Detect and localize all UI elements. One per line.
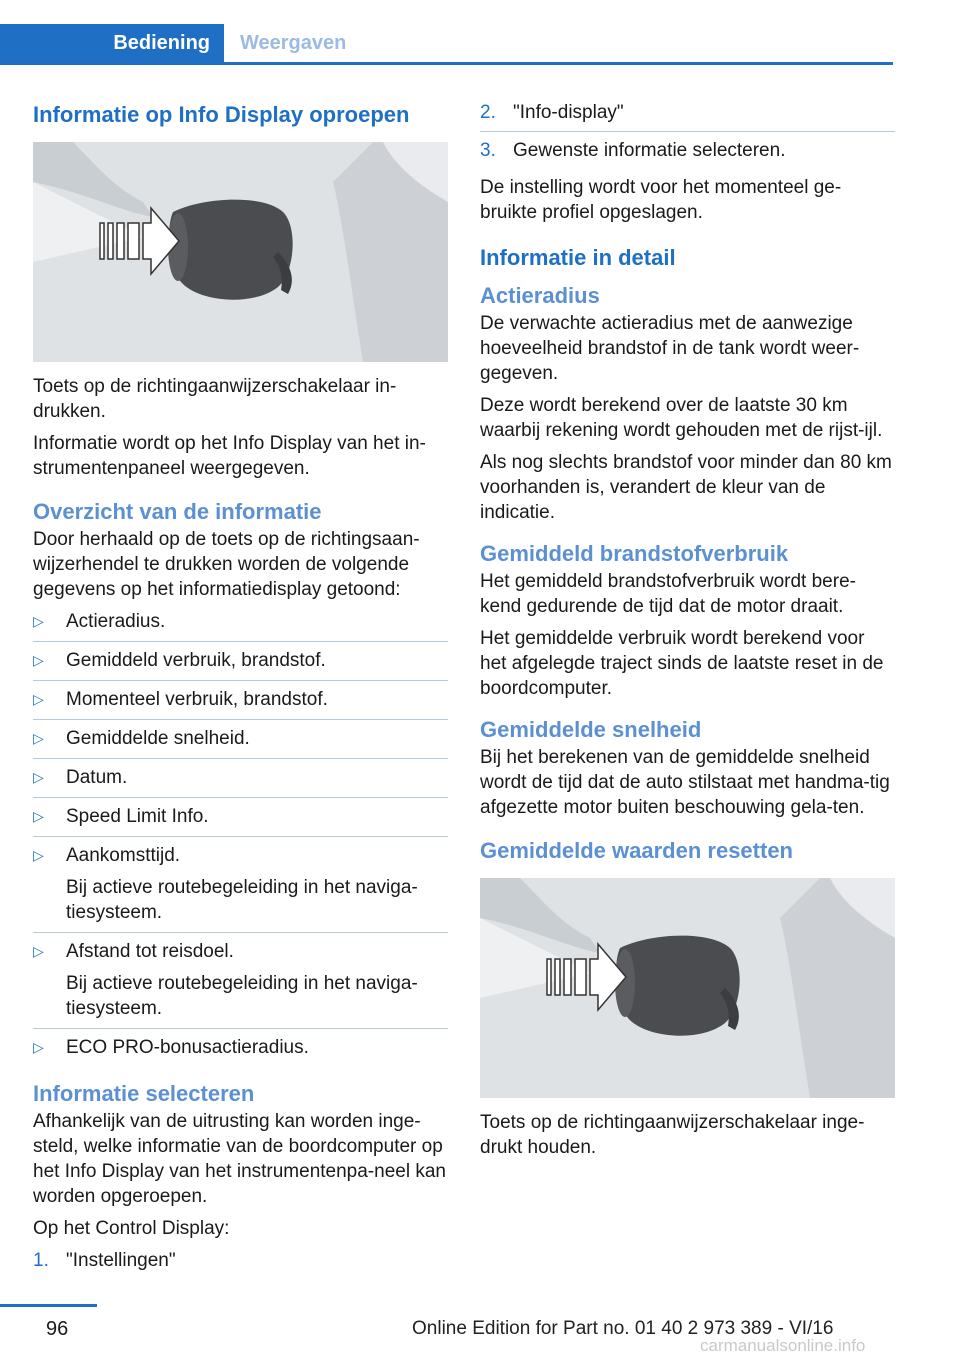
list-item: ▷ Datum. [33,765,448,798]
range-text-2: Deze wordt berekend over de laatste 30 km waarbij rekening wordt gehouden met de rijst-ijl. [480,395,883,441]
section-title-info-display: Informatie op Info Display oproepen [33,102,410,127]
triangle-bullet-icon: ▷ [33,808,44,824]
triangle-bullet-icon: ▷ [33,943,44,959]
list-item: ▷ Speed Limit Info. [33,804,448,837]
triangle-bullet-icon: ▷ [33,691,44,707]
caption-info-shown: Informatie wordt op het Info Display van het in-strumentenpaneel weergegeven. [33,433,426,479]
section-title-fuel: Gemiddeld brandstofverbruik [480,541,789,566]
tab-weergaven[interactable]: Weergaven [240,32,347,54]
fuel-text-1: Het gemiddeld brandstofverbruik wordt bere-kend gedurende de tijd dat de motor draait. [480,571,856,617]
select-text: Afhankelijk van de uitrusting kan worden inge-steld, welke informatie van de boordcomputer op het Info Display van het instrumentenpa-neel kan worden opgeroepen. [33,1111,446,1207]
section-title-select: Informatie selecteren [33,1081,255,1106]
triangle-bullet-icon: ▷ [33,613,44,629]
triangle-bullet-icon: ▷ [33,847,44,863]
caption-press-button: Toets op de richtingaanwijzerschakelaar in-drukken. [33,376,397,422]
step-item: 2. "Info-display" [480,100,895,132]
edition-text: Online Edition for Part no. 01 40 2 973 389 - VI/16 [412,1318,834,1339]
control-display-text: Op het Control Display: [33,1218,230,1239]
turn-signal-lever-illustration [33,142,448,362]
page-number: 96 [46,1318,69,1340]
section-title-detail: Informatie in detail [480,245,676,270]
step-item: 3. Gewenste informatie selecteren. [480,140,786,161]
list-item: ▷ Momenteel verbruik, brandstof. [33,687,448,720]
list-item: ▷ ECO PRO-bonusactieradius. [33,1037,309,1058]
speed-text-1: Bij het berekenen van de gemiddelde snelheid wordt de tijd dat de auto stilstaat met handma-tig afgezette motor buiten beschouwing gela-ten. [480,747,890,818]
caption-hold-button: Toets op de richtingaanwijzerschakelaar inge-drukt houden. [480,1112,865,1158]
range-text-3: Als nog slechts brandstof voor minder dan 80 km voorhanden is, verandert de kleur van de indicatie. [480,452,892,523]
triangle-bullet-icon: ▷ [33,652,44,668]
info-list [33,609,448,1067]
list-item-note: Bij actieve routebegeleiding in het naviga-tiesysteem. [66,877,418,923]
triangle-bullet-icon: ▷ [33,730,44,746]
list-item: ▷ Aankomsttijd. Bij actieve routebegeleiding in het naviga-tiesysteem. [33,843,448,933]
section-title-range: Actieradius [480,283,600,308]
list-item: ▷ Gemiddelde snelheid. [33,726,448,759]
chapter-tabs [0,24,893,65]
triangle-bullet-icon: ▷ [33,769,44,785]
left-column [33,100,448,1285]
footer-accent-line [0,1304,97,1307]
turn-signal-lever-hold-illustration [480,878,895,1098]
list-item: ▷ Gemiddeld verbruik, brandstof. [33,648,448,681]
fuel-text-2: Het gemiddelde verbruik wordt berekend voor het afgelegde traject sinds de laatste reset in de boordcomputer. [480,628,884,699]
watermark: carmanualsonline.info [700,1336,866,1355]
list-item: ▷ Afstand tot reisdoel. Bij actieve routebegeleiding in het naviga-tiesysteem. [33,939,448,1029]
list-item-note: Bij actieve routebegeleiding in het naviga-tiesysteem. [66,973,418,1019]
right-column [480,100,895,1167]
section-title-speed: Gemiddelde snelheid [480,717,702,742]
section-title-reset: Gemiddelde waarden resetten [480,838,793,863]
saved-text: De instelling wordt voor het momenteel ge-bruikte profiel opgeslagen. [480,177,842,223]
step-item: 1. "Instellingen" [33,1250,176,1271]
list-item: ▷ Actieradius. [33,609,448,642]
section-title-overview: Overzicht van de informatie [33,499,322,524]
overview-text: Door herhaald op de toets op de richtingsaan-wijzerhendel te drukken worden de volgende gegevens op het informatiedisplay getoond: [33,529,420,600]
range-text-1: De verwachte actieradius met de aanwezige hoeveelheid brandstof in de tank wordt weer-gegeven. [480,313,860,384]
steps-list-start [33,1248,448,1279]
steps-list-continued [480,100,895,169]
triangle-bullet-icon: ▷ [33,1039,44,1055]
tab-bediening[interactable]: Bediening [0,24,224,62]
